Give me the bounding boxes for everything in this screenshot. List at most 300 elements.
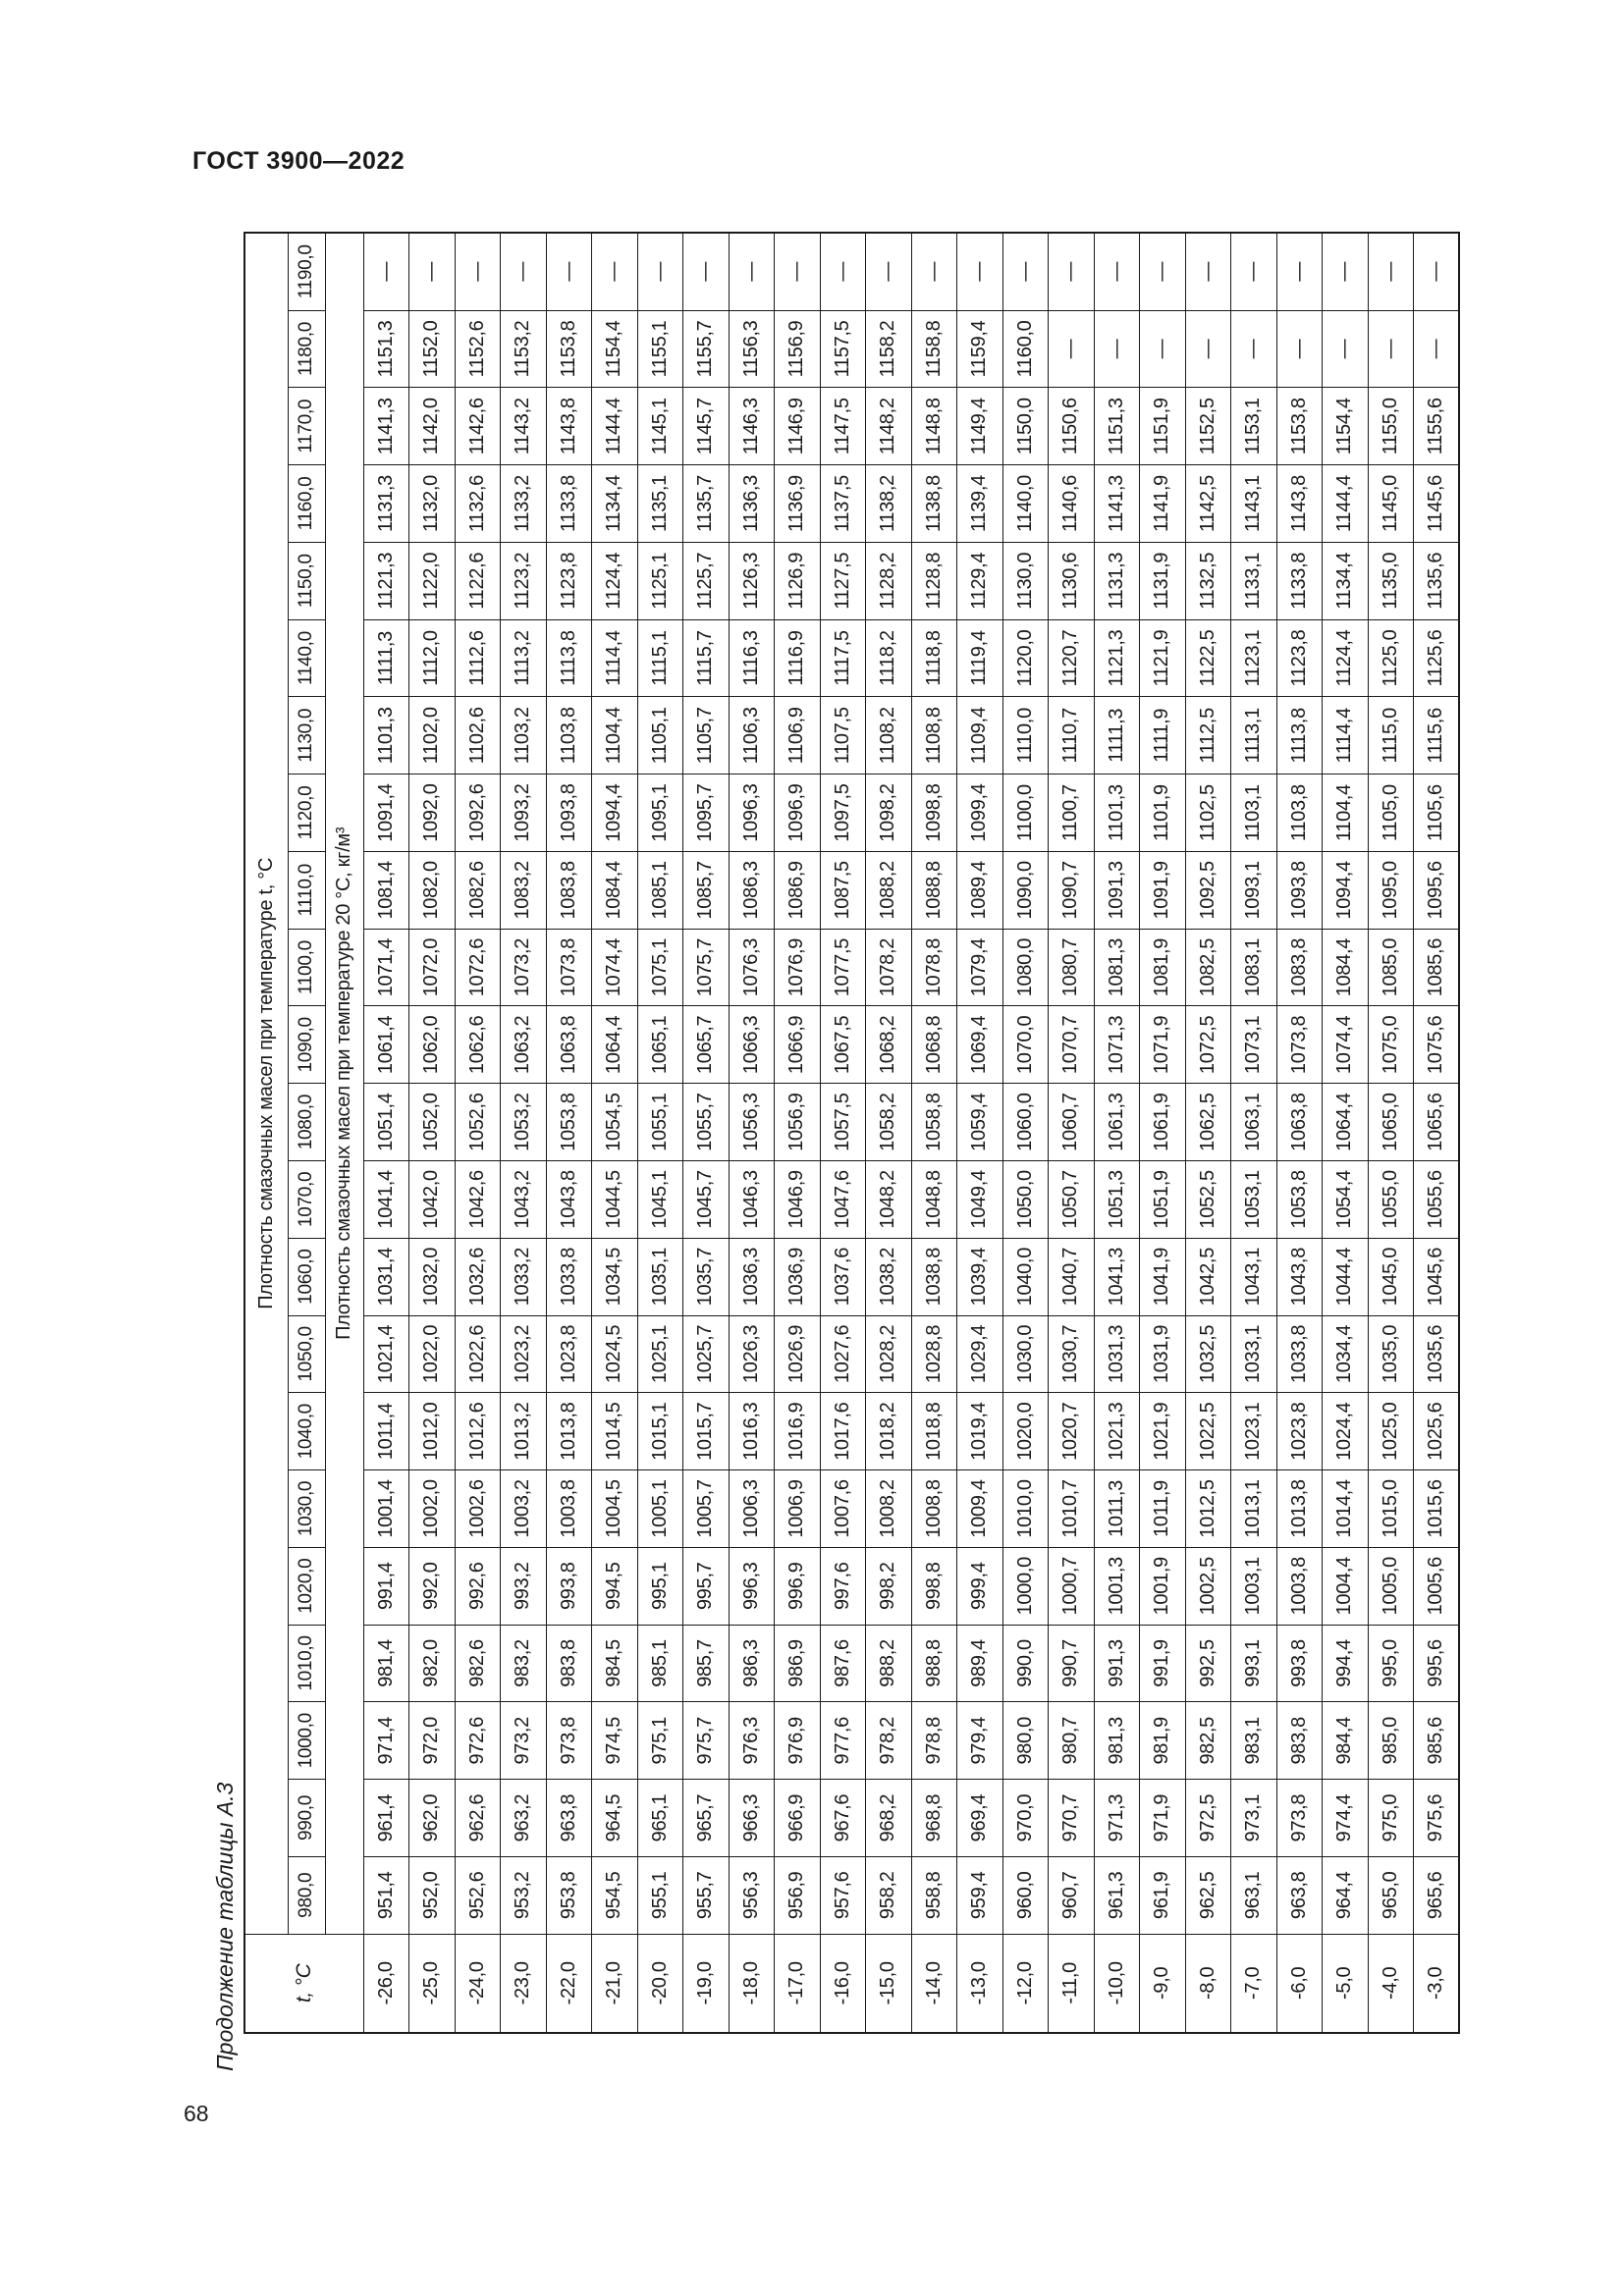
density-cell: 1152,6	[455, 310, 501, 388]
table-row	[409, 233, 456, 2033]
density-cell: 983,1	[1231, 1702, 1277, 1780]
density-cell: 1149,4	[957, 388, 1003, 465]
density-cell: 998,8	[911, 1547, 957, 1625]
density-cell: —	[1414, 233, 1460, 310]
density-cell: 1102,0	[409, 697, 456, 774]
density-cell: 1154,4	[592, 310, 638, 388]
density-cell: 964,4	[1323, 1856, 1369, 1934]
density-cell: 1000,7	[1049, 1547, 1095, 1625]
density-cell: 1153,8	[546, 310, 592, 388]
density-cell: —	[957, 233, 1003, 310]
density-cell: 996,3	[729, 1547, 775, 1625]
density-cell: 1042,6	[455, 1161, 501, 1239]
density-cell: 1091,3	[1094, 851, 1140, 929]
density-cell: 1071,3	[1094, 1006, 1140, 1084]
density-cell: 1078,2	[866, 929, 912, 1006]
density-cell: 1114,4	[1323, 697, 1369, 774]
density-cell: 1041,4	[363, 1161, 409, 1239]
density-cell: 1112,5	[1185, 697, 1231, 774]
density-cell: 959,4	[957, 1856, 1003, 1934]
density-column-header: 1130,0	[288, 697, 325, 774]
density-cell: 975,6	[1414, 1780, 1460, 1857]
density-cell: 1002,6	[455, 1470, 501, 1548]
density-cell: 1079,4	[957, 929, 1003, 1006]
density-cell: 1003,8	[546, 1470, 592, 1548]
density-cell: 1062,6	[455, 1006, 501, 1084]
density-cell: 1080,7	[1049, 929, 1095, 1006]
density-cell: 1051,4	[363, 1084, 409, 1161]
density-cell: —	[1414, 310, 1460, 388]
density-cell: 1033,8	[1276, 1315, 1323, 1393]
density-cell: 995,6	[1414, 1625, 1460, 1702]
density-cell: 973,8	[1276, 1780, 1323, 1857]
density-cell: 1057,5	[820, 1084, 866, 1161]
density-cell: 971,4	[363, 1702, 409, 1780]
density-cell: 983,8	[1276, 1702, 1323, 1780]
density-cell: 1013,8	[1276, 1470, 1323, 1548]
density-cell: 1060,7	[1049, 1084, 1095, 1161]
density-cell: 992,6	[455, 1547, 501, 1625]
density-cell: 1071,9	[1140, 1006, 1186, 1084]
density-column-header: 1080,0	[288, 1084, 325, 1161]
density-cell: 1015,6	[1414, 1470, 1460, 1548]
table-row	[1002, 233, 1049, 2033]
density-cell: 1128,8	[911, 542, 957, 619]
density-cell: 966,9	[775, 1780, 821, 1857]
density-cell: 1011,4	[363, 1393, 409, 1470]
density-cell: 1040,7	[1049, 1238, 1095, 1315]
density-column-header: 1030,0	[288, 1470, 325, 1548]
density-cell: 1007,6	[820, 1470, 866, 1548]
density-cell: 1118,8	[911, 619, 957, 697]
table-row	[1276, 233, 1323, 2033]
density-cell: 955,7	[683, 1856, 730, 1934]
density-cell: 1152,5	[1185, 388, 1231, 465]
t-column-header: t, °C	[244, 1934, 363, 2033]
density-cell: —	[1368, 310, 1414, 388]
density-cell: 1025,6	[1414, 1393, 1460, 1470]
density-cell: 1151,3	[363, 310, 409, 388]
density-cell: 954,5	[592, 1856, 638, 1934]
density-cell: 1148,2	[866, 388, 912, 465]
density-column-header: 1010,0	[288, 1625, 325, 1702]
density-cell: 1140,0	[1002, 465, 1049, 543]
density-cell: 1153,8	[1276, 388, 1323, 465]
density-cell: 1135,1	[637, 465, 683, 543]
density-cell: 973,2	[501, 1702, 547, 1780]
table-row	[683, 233, 730, 2033]
density-cell: 1128,2	[866, 542, 912, 619]
density-cell: 1033,8	[546, 1238, 592, 1315]
table-row	[1094, 233, 1140, 2033]
density-cell: 1011,3	[1094, 1470, 1140, 1548]
density-cell: 1018,2	[866, 1393, 912, 1470]
density-cell: —	[911, 233, 957, 310]
density-cell: 1025,1	[637, 1315, 683, 1393]
density-cell: 1075,1	[637, 929, 683, 1006]
density-cell: 1142,5	[1185, 465, 1231, 543]
density-cell: 1084,4	[592, 851, 638, 929]
density-cell: 1065,1	[637, 1006, 683, 1084]
density-cell: 1138,8	[911, 465, 957, 543]
density-cell: 1031,4	[363, 1238, 409, 1315]
density-cell: 982,5	[1185, 1702, 1231, 1780]
density-cell: 1096,3	[729, 774, 775, 852]
density-cell: 1112,0	[409, 619, 456, 697]
density-cell: 1083,2	[501, 851, 547, 929]
density-cell: 1152,0	[409, 310, 456, 388]
density-cell: 1098,2	[866, 774, 912, 852]
density-cell: 1093,1	[1231, 851, 1277, 929]
density-cell: 1103,2	[501, 697, 547, 774]
density-cell: 953,2	[501, 1856, 547, 1934]
density-cell: 1081,9	[1140, 929, 1186, 1006]
density-cell: 964,5	[592, 1780, 638, 1857]
density-cell: 1145,0	[1368, 465, 1414, 543]
density-column-header: 1110,0	[288, 851, 325, 929]
density-cell: 958,2	[866, 1856, 912, 1934]
density-cell: 1044,4	[1323, 1238, 1369, 1315]
density-cell: 1095,6	[1414, 851, 1460, 929]
temperature-cell: -12,0	[1002, 1934, 1049, 2033]
density-cell: 1136,3	[729, 465, 775, 543]
temperature-cell: -11,0	[1049, 1934, 1095, 2033]
density-cell: 1092,5	[1185, 851, 1231, 929]
density-cell: —	[1231, 233, 1277, 310]
density-cell: 1045,0	[1368, 1238, 1414, 1315]
density-cell: 1021,3	[1094, 1393, 1140, 1470]
density-cell: 1074,4	[1323, 1006, 1369, 1084]
density-cell: 997,6	[820, 1547, 866, 1625]
density-cell: 1003,1	[1231, 1547, 1277, 1625]
density-cell: 1132,5	[1185, 542, 1231, 619]
density-cell: 1123,8	[546, 542, 592, 619]
density-cell: 1133,8	[546, 465, 592, 543]
table-row	[911, 233, 957, 2033]
density-cell: 1115,0	[1368, 697, 1414, 774]
density-cell: 988,8	[911, 1625, 957, 1702]
density-cell: 1129,4	[957, 542, 1003, 619]
density-column-header: 990,0	[288, 1780, 325, 1857]
density-cell: 1041,9	[1140, 1238, 1186, 1315]
density-cell: 1160,0	[1002, 310, 1049, 388]
temperature-cell: -25,0	[409, 1934, 456, 2033]
density-cell: 973,1	[1231, 1780, 1277, 1857]
density-cell: 975,7	[683, 1702, 730, 1780]
density-cell: 1141,3	[1094, 465, 1140, 543]
density-cell: 1041,3	[1094, 1238, 1140, 1315]
density-column-header: 1050,0	[288, 1315, 325, 1393]
density-cell: 1137,5	[820, 465, 866, 543]
density-cell: 1088,2	[866, 851, 912, 929]
table-row	[546, 233, 592, 2033]
density-cell: 1131,3	[363, 465, 409, 543]
density-cell: 1155,6	[1414, 388, 1460, 465]
density-cell: 1139,4	[957, 465, 1003, 543]
table-row	[501, 233, 547, 2033]
density-cell: 978,8	[911, 1702, 957, 1780]
density-cell: 1012,5	[1185, 1470, 1231, 1548]
density-cell: 1120,0	[1002, 619, 1049, 697]
density-cell: 1003,8	[1276, 1547, 1323, 1625]
density-cell: 1042,5	[1185, 1238, 1231, 1315]
density-cell: 1053,2	[501, 1084, 547, 1161]
density-cell: —	[1049, 310, 1095, 388]
density-cell: 976,3	[729, 1702, 775, 1780]
density-cell: 992,5	[1185, 1625, 1231, 1702]
density-cell: 980,0	[1002, 1702, 1049, 1780]
density-cell: 1001,4	[363, 1470, 409, 1548]
density-cell: 993,8	[546, 1547, 592, 1625]
density-cell: 1127,5	[820, 542, 866, 619]
density-cell: 1135,7	[683, 465, 730, 543]
density-cell: 1036,3	[729, 1238, 775, 1315]
density-cell: 985,0	[1368, 1702, 1414, 1780]
density-cell: 1153,2	[501, 310, 547, 388]
density-cell: 1086,9	[775, 851, 821, 929]
density-cell: —	[820, 233, 866, 310]
density-cell: 1159,4	[957, 310, 1003, 388]
density-cell: 1103,8	[1276, 774, 1323, 852]
density-cell: 1065,6	[1414, 1084, 1460, 1161]
density-cell: 1017,6	[820, 1393, 866, 1470]
density-cell: 1072,6	[455, 929, 501, 1006]
density-cell: 1092,6	[455, 774, 501, 852]
density-cell: 1055,6	[1414, 1161, 1460, 1239]
density-cell: 1113,2	[501, 619, 547, 697]
density-cell: 1039,4	[957, 1238, 1003, 1315]
temperature-cell: -17,0	[775, 1934, 821, 2033]
table-row	[1368, 233, 1414, 2033]
density-cell: 968,2	[866, 1780, 912, 1857]
density-cell: 960,7	[1049, 1856, 1095, 1934]
density-cell: 1032,0	[409, 1238, 456, 1315]
density-cell: 983,8	[546, 1625, 592, 1702]
density-cell: 1069,4	[957, 1006, 1003, 1084]
density-cell: 1130,0	[1002, 542, 1049, 619]
density-cell: 1100,7	[1049, 774, 1095, 852]
density-cell: 991,3	[1094, 1625, 1140, 1702]
density-at-20-header: Плотность смазочных масел при температуре 20 °C, кг/м³	[325, 233, 363, 1934]
density-cell: 1073,8	[1276, 1006, 1323, 1084]
temperature-cell: -24,0	[455, 1934, 501, 2033]
density-cell: 1144,4	[592, 388, 638, 465]
density-cell: 967,6	[820, 1780, 866, 1857]
density-cell: 956,9	[775, 1856, 821, 1934]
density-cell: 1133,1	[1231, 542, 1277, 619]
density-cell: —	[1323, 310, 1369, 388]
density-cell: 976,9	[775, 1702, 821, 1780]
temperature-cell: -13,0	[957, 1934, 1003, 2033]
density-cell: 1043,2	[501, 1161, 547, 1239]
density-cell: 962,6	[455, 1780, 501, 1857]
density-cell: 1034,5	[592, 1238, 638, 1315]
density-cell: 986,9	[775, 1625, 821, 1702]
density-cell: 1011,9	[1140, 1470, 1186, 1548]
density-cell: —	[1094, 310, 1140, 388]
density-cell: —	[1276, 310, 1323, 388]
density-cell: 1018,8	[911, 1393, 957, 1470]
density-cell: 1031,3	[1094, 1315, 1140, 1393]
density-cell: 955,1	[637, 1856, 683, 1934]
density-cell: 1063,1	[1231, 1084, 1277, 1161]
density-cell: 1021,4	[363, 1315, 409, 1393]
density-cell: 986,3	[729, 1625, 775, 1702]
density-cell: 1085,0	[1368, 929, 1414, 1006]
density-cell: 1142,6	[455, 388, 501, 465]
density-cell: 1012,0	[409, 1393, 456, 1470]
density-cell: 981,4	[363, 1625, 409, 1702]
density-cell: 1043,8	[546, 1161, 592, 1239]
density-column-header: 1070,0	[288, 1161, 325, 1239]
density-cell: 1125,1	[637, 542, 683, 619]
density-cell: 1022,5	[1185, 1393, 1231, 1470]
density-cell: 974,5	[592, 1702, 638, 1780]
density-cell: 1101,9	[1140, 774, 1186, 852]
density-column-header: 1040,0	[288, 1393, 325, 1470]
density-cell: 1034,4	[1323, 1315, 1369, 1393]
density-cell: 961,9	[1140, 1856, 1186, 1934]
temperature-cell: -20,0	[637, 1934, 683, 2033]
density-cell: 1029,4	[957, 1315, 1003, 1393]
temperature-cell: -4,0	[1368, 1934, 1414, 2033]
density-cell: 1002,5	[1185, 1547, 1231, 1625]
density-cell: 1014,5	[592, 1393, 638, 1470]
density-cell: 1063,8	[546, 1006, 592, 1084]
density-cell: 1037,6	[820, 1238, 866, 1315]
density-cell: 1073,2	[501, 929, 547, 1006]
density-cell: —	[1002, 233, 1049, 310]
density-cell: 1055,0	[1368, 1161, 1414, 1239]
density-cell: 1047,6	[820, 1161, 866, 1239]
density-cell: 1012,6	[455, 1393, 501, 1470]
density-cell: 1091,9	[1140, 851, 1186, 929]
density-cell: 1123,1	[1231, 619, 1277, 697]
density-cell: 1030,7	[1049, 1315, 1095, 1393]
density-cell: 1064,4	[592, 1006, 638, 1084]
density-cell: 1061,9	[1140, 1084, 1186, 1161]
density-cell: 1059,4	[957, 1084, 1003, 1161]
header-group-row	[244, 233, 288, 2033]
density-cell: 1122,5	[1185, 619, 1231, 697]
density-cell: 974,4	[1323, 1780, 1369, 1857]
density-cell: 1134,4	[592, 465, 638, 543]
table-row	[1231, 233, 1277, 2033]
density-cell: 1113,8	[546, 619, 592, 697]
density-cell: 1075,6	[1414, 1006, 1460, 1084]
density-cell: 1066,9	[775, 1006, 821, 1084]
density-cell: 1046,9	[775, 1161, 821, 1239]
density-cell: 1114,4	[592, 619, 638, 697]
density-cell: 1116,3	[729, 619, 775, 697]
density-cell: 1052,0	[409, 1084, 456, 1161]
density-cell: 1052,6	[455, 1084, 501, 1161]
density-cell: 1013,1	[1231, 1470, 1277, 1548]
table-row	[820, 233, 866, 2033]
density-cell: 1087,5	[820, 851, 866, 929]
table-row	[592, 233, 638, 2033]
density-column-header: 980,0	[288, 1856, 325, 1934]
density-cell: 1146,3	[729, 388, 775, 465]
density-cell: 1154,4	[1323, 388, 1369, 465]
density-cell: 1098,8	[911, 774, 957, 852]
density-cell: 1107,5	[820, 697, 866, 774]
density-cell: 1015,1	[637, 1393, 683, 1470]
density-cell: 981,3	[1094, 1702, 1140, 1780]
density-cell: 1001,9	[1140, 1547, 1186, 1625]
density-cell: 970,0	[1002, 1780, 1049, 1857]
density-cell: 1104,4	[1323, 774, 1369, 852]
density-cell: 1158,2	[866, 310, 912, 388]
density-cell: 990,0	[1002, 1625, 1049, 1702]
density-cell: 1103,1	[1231, 774, 1277, 852]
density-cell: 1038,2	[866, 1238, 912, 1315]
density-cell: 1055,7	[683, 1084, 730, 1161]
density-cell: —	[729, 233, 775, 310]
temperature-cell: -14,0	[911, 1934, 957, 2033]
density-cell: 1073,8	[546, 929, 592, 1006]
density-cell: 977,6	[820, 1702, 866, 1780]
density-cell: 993,1	[1231, 1625, 1277, 1702]
density-cell: 1046,3	[729, 1161, 775, 1239]
temperature-cell: -18,0	[729, 1934, 775, 2033]
density-cell: 1095,1	[637, 774, 683, 852]
density-cell: 1096,9	[775, 774, 821, 852]
density-cell: 965,6	[1414, 1856, 1460, 1934]
density-cell: 972,0	[409, 1702, 456, 1780]
density-cell: 1051,9	[1140, 1161, 1186, 1239]
density-cell: 1024,4	[1323, 1393, 1369, 1470]
density-cell: 1062,0	[409, 1006, 456, 1084]
density-cell: 1065,7	[683, 1006, 730, 1084]
density-cell: 1053,8	[546, 1084, 592, 1161]
density-cell: 993,2	[501, 1547, 547, 1625]
standard-title: ГОСТ 3900—2022	[192, 147, 406, 175]
density-cell: 1006,9	[775, 1470, 821, 1548]
density-cell: 1105,1	[637, 697, 683, 774]
density-column-header: 1190,0	[288, 233, 325, 310]
density-cell: 1142,0	[409, 388, 456, 465]
density-cell: 1008,8	[911, 1470, 957, 1548]
density-cell: 1082,6	[455, 851, 501, 929]
density-cell: 1123,2	[501, 542, 547, 619]
density-cell: 1085,1	[637, 851, 683, 929]
density-cell: 1026,9	[775, 1315, 821, 1393]
density-cell: 1005,6	[1414, 1547, 1460, 1625]
density-cell: 985,6	[1414, 1702, 1460, 1780]
density-cell: —	[1049, 233, 1095, 310]
density-cell: 987,6	[820, 1625, 866, 1702]
temperature-cell: -3,0	[1414, 1934, 1460, 2033]
density-cell: 1070,7	[1049, 1006, 1095, 1084]
density-cell: —	[1276, 233, 1323, 310]
density-cell: 1053,1	[1231, 1161, 1277, 1239]
density-cell: 1056,9	[775, 1084, 821, 1161]
table-row	[1323, 233, 1369, 2033]
density-cell: 1135,6	[1414, 542, 1460, 619]
density-cell: 1061,4	[363, 1006, 409, 1084]
density-column-header: 1120,0	[288, 774, 325, 852]
density-cell: 1023,1	[1231, 1393, 1277, 1470]
density-cell: 1113,1	[1231, 697, 1277, 774]
density-cell: 1140,6	[1049, 465, 1095, 543]
density-cell: 1156,3	[729, 310, 775, 388]
density-cell: 965,1	[637, 1780, 683, 1857]
density-cell: 1060,0	[1002, 1084, 1049, 1161]
density-cell: 1009,4	[957, 1470, 1003, 1548]
density-cell: 962,5	[1185, 1856, 1231, 1934]
density-cell: 1033,1	[1231, 1315, 1277, 1393]
